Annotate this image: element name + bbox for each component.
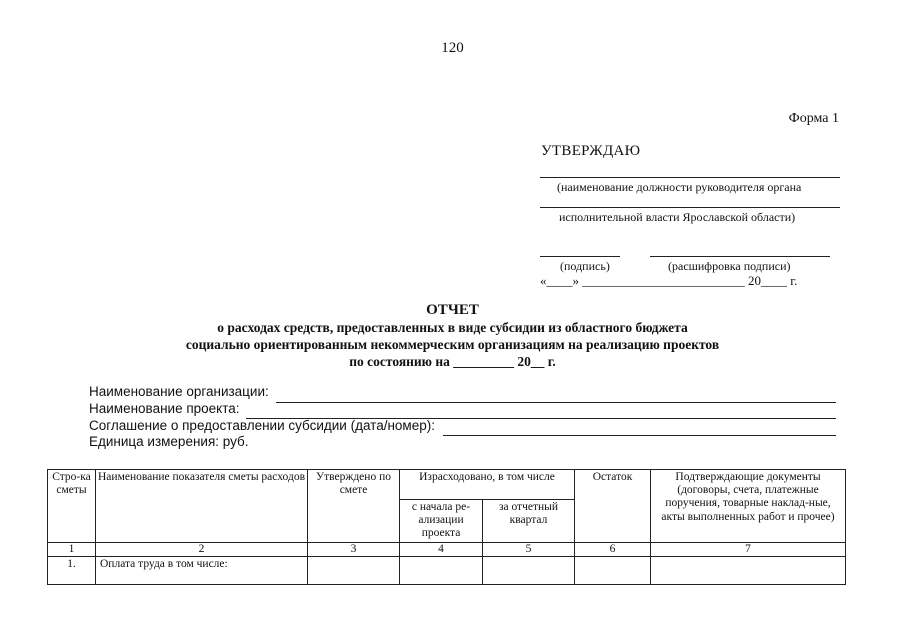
header-approved: Утверждено по смете (308, 470, 400, 543)
quarter-cell (483, 557, 575, 585)
expense-report-table (47, 469, 846, 585)
header-balance: Остаток (575, 470, 651, 543)
header-indicator: Наименование показателя сметы расходов (96, 470, 308, 543)
column-number: 2 (96, 543, 308, 557)
signature-line (540, 256, 620, 257)
row-number-cell: 1. (48, 557, 96, 585)
header-documents: Подтверждающие документы (договоры, счета, платежные поручения, товарные наклад-ные, акты выполненных работ и прочее) (651, 470, 846, 543)
report-subtitle-2: социально ориентированным некоммерческим организациям на реализацию проектов (185, 337, 720, 352)
approval-date-line: «____» _________________________ 20____ г. (540, 273, 798, 288)
project-label: Наименование проекта: (89, 401, 240, 416)
unit-label: Единица измерения: руб. (89, 434, 249, 449)
header-quarter: за отчетный квартал (483, 500, 575, 543)
report-subtitle-1: о расходах средств, предоставленных в виде субсидии из областного бюджета (217, 320, 688, 335)
agreement-line (443, 435, 836, 436)
column-number: 1 (48, 543, 96, 557)
column-number: 5 (483, 543, 575, 557)
page-number: 120 (441, 40, 464, 56)
since-start-cell (400, 557, 483, 585)
form-label: Форма 1 (788, 111, 839, 126)
column-number: 4 (400, 543, 483, 557)
position-caption-2: исполнительной власти Ярославской области) (559, 210, 796, 224)
organization-label: Наименование организации: (89, 384, 269, 399)
column-number: 6 (575, 543, 651, 557)
balance-cell (575, 557, 651, 585)
column-number-row (48, 543, 846, 557)
header-since-start: с начала ре-ализации проекта (400, 500, 483, 543)
signature-decode-line (650, 256, 830, 257)
indicator-cell: Оплата труда в том числе: (96, 557, 308, 585)
position-caption-1: (наименование должности руководителя органа (557, 180, 802, 194)
approval-title: УТВЕРЖДАЮ (541, 143, 641, 159)
header-spent: Израсходовано, в том числе (400, 470, 575, 500)
position-line-2 (540, 207, 840, 208)
approved-cell (308, 557, 400, 585)
report-subtitle-3: по состоянию на _________ 20__ г. (349, 354, 556, 369)
column-number: 7 (651, 543, 846, 557)
signature-caption: (подпись) (560, 259, 610, 273)
signature-decode-caption: (расшифровка подписи) (668, 259, 791, 273)
column-number: 3 (308, 543, 400, 557)
position-line-1 (540, 177, 840, 178)
report-title: ОТЧЕТ (426, 302, 479, 318)
header-row-number: Стро-ка сметы (48, 470, 96, 543)
table-row (48, 557, 846, 585)
organization-line (276, 402, 836, 403)
documents-cell (651, 557, 846, 585)
agreement-label: Соглашение о предоставлении субсидии (дата/номер): (89, 418, 435, 433)
